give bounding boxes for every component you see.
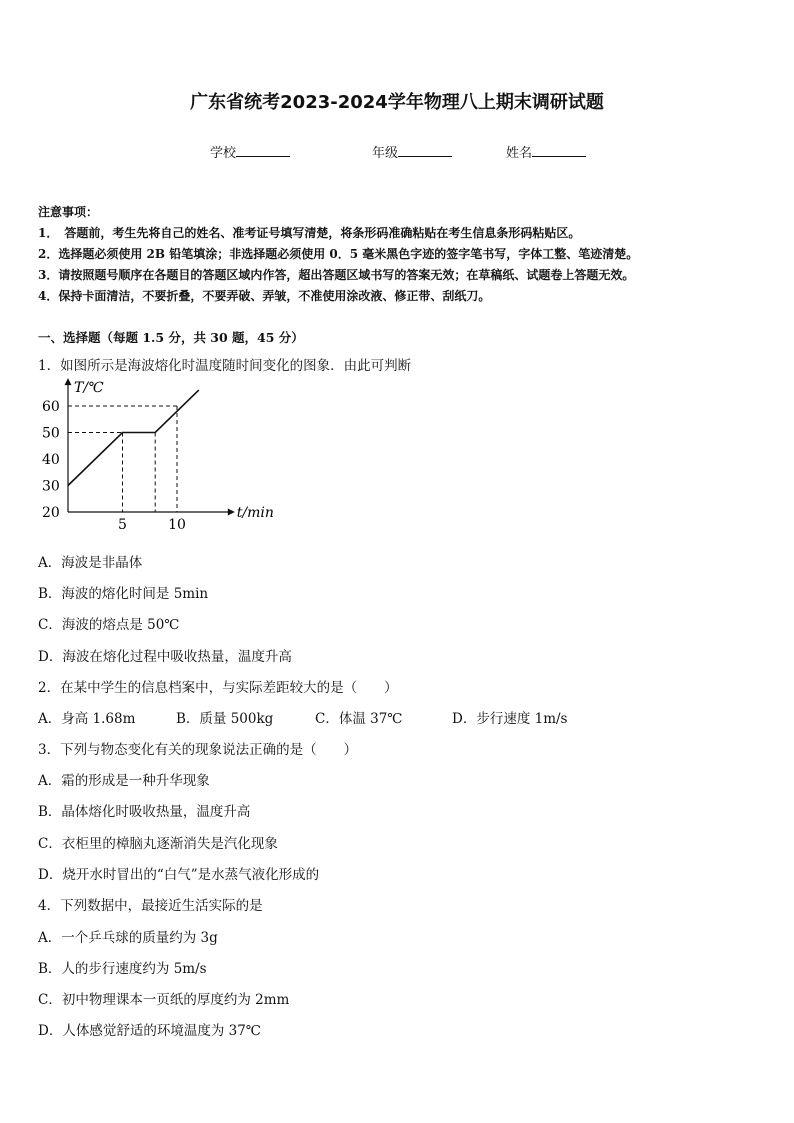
school-blank bbox=[236, 144, 290, 157]
school-field bbox=[210, 142, 290, 161]
question-stem: 2．在某中学生的信息档案中，与实际差距较大的是（ ） bbox=[38, 680, 398, 696]
y-tick-label: 40 bbox=[42, 452, 60, 468]
page-title: 广东省统考2023-2024学年物理八上期末调研试题 bbox=[190, 92, 604, 113]
option: A．身高 1.68m bbox=[38, 711, 136, 727]
y-axis-label: T/℃ bbox=[74, 380, 104, 397]
name-field bbox=[506, 142, 586, 161]
y-tick-label: 60 bbox=[42, 399, 60, 415]
x-axis-arrow-icon bbox=[228, 509, 235, 516]
option: D．步行速度 1m/s bbox=[452, 711, 568, 727]
option: C．海波的熔点是 50℃ bbox=[38, 617, 180, 633]
y-axis-arrow-icon bbox=[65, 378, 72, 385]
option: A．海波是非晶体 bbox=[38, 555, 143, 571]
melting-curve-chart bbox=[38, 380, 274, 535]
y-tick-label: 50 bbox=[42, 425, 60, 442]
option: D．烧开水时冒出的“白气”是水蒸气液化形成的 bbox=[38, 867, 320, 883]
notice-item: 1． 答题前，考生先将自己的姓名、准考证号填写清楚，将条形码准确粘贴在考生信息条形码粘贴区。 bbox=[38, 226, 581, 240]
section-heading: 一、选择题（每题 1.5 分，共 30 题，45 分） bbox=[38, 330, 304, 345]
option: A．一个乒乓球的质量约为 3g bbox=[38, 930, 218, 946]
option: B．质量 500kg bbox=[176, 711, 274, 727]
school-label: 学校 bbox=[210, 146, 237, 161]
x-tick-label: 5 bbox=[118, 517, 127, 533]
grade-label: 年级 bbox=[372, 146, 399, 161]
grade-blank bbox=[398, 144, 452, 157]
option: C．体温 37℃ bbox=[315, 711, 403, 727]
temperature-curve bbox=[68, 390, 199, 485]
option: D．人体感觉舒适的环境温度为 37℃ bbox=[38, 1023, 261, 1039]
option: C．初中物理课本一页纸的厚度约为 2mm bbox=[38, 992, 290, 1008]
y-tick-label: 30 bbox=[42, 478, 60, 495]
notice-item: 2．选择题必须使用 2B 铅笔填涂；非选择题必须使用 0．5 毫米黑色字迹的签字笔书写，字体工整、笔迹清楚。 bbox=[38, 247, 639, 261]
question-stem: 3．下列与物态变化有关的现象说法正确的是（ ） bbox=[38, 742, 358, 758]
name-label: 姓名 bbox=[506, 146, 533, 161]
question-stem: 4．下列数据中，最接近生活实际的是 bbox=[38, 898, 263, 914]
option: B．人的步行速度约为 5m/s bbox=[38, 961, 207, 977]
option: C．衣柜里的樟脑丸逐渐消失是汽化现象 bbox=[38, 836, 278, 852]
x-tick-label: 10 bbox=[168, 517, 186, 533]
option: A．霜的形成是一种升华现象 bbox=[38, 773, 210, 789]
option: B．晶体熔化时吸收热量，温度升高 bbox=[38, 804, 251, 820]
y-tick-label: 20 bbox=[42, 505, 60, 521]
notice-heading: 注意事项： bbox=[38, 205, 99, 219]
option: D．海波在熔化过程中吸收热量，温度升高 bbox=[38, 649, 292, 665]
notice-item: 4．保持卡面清洁，不要折叠，不要弄破、弄皱，不准使用涂改液、修正带、刮纸刀。 bbox=[38, 289, 491, 303]
name-blank bbox=[532, 144, 586, 157]
option: B．海波的熔化时间是 5min bbox=[38, 586, 209, 602]
notice-item: 3．请按照题号顺序在各题目的答题区域内作答，超出答题区域书写的答案无效；在草稿纸、试题卷上答题无效。 bbox=[38, 268, 635, 282]
grade-field bbox=[372, 142, 452, 161]
x-axis-label: t/min bbox=[236, 505, 274, 521]
question-stem: 1．如图所示是海波熔化时温度随时间变化的图象．由此可判断 bbox=[38, 358, 412, 374]
